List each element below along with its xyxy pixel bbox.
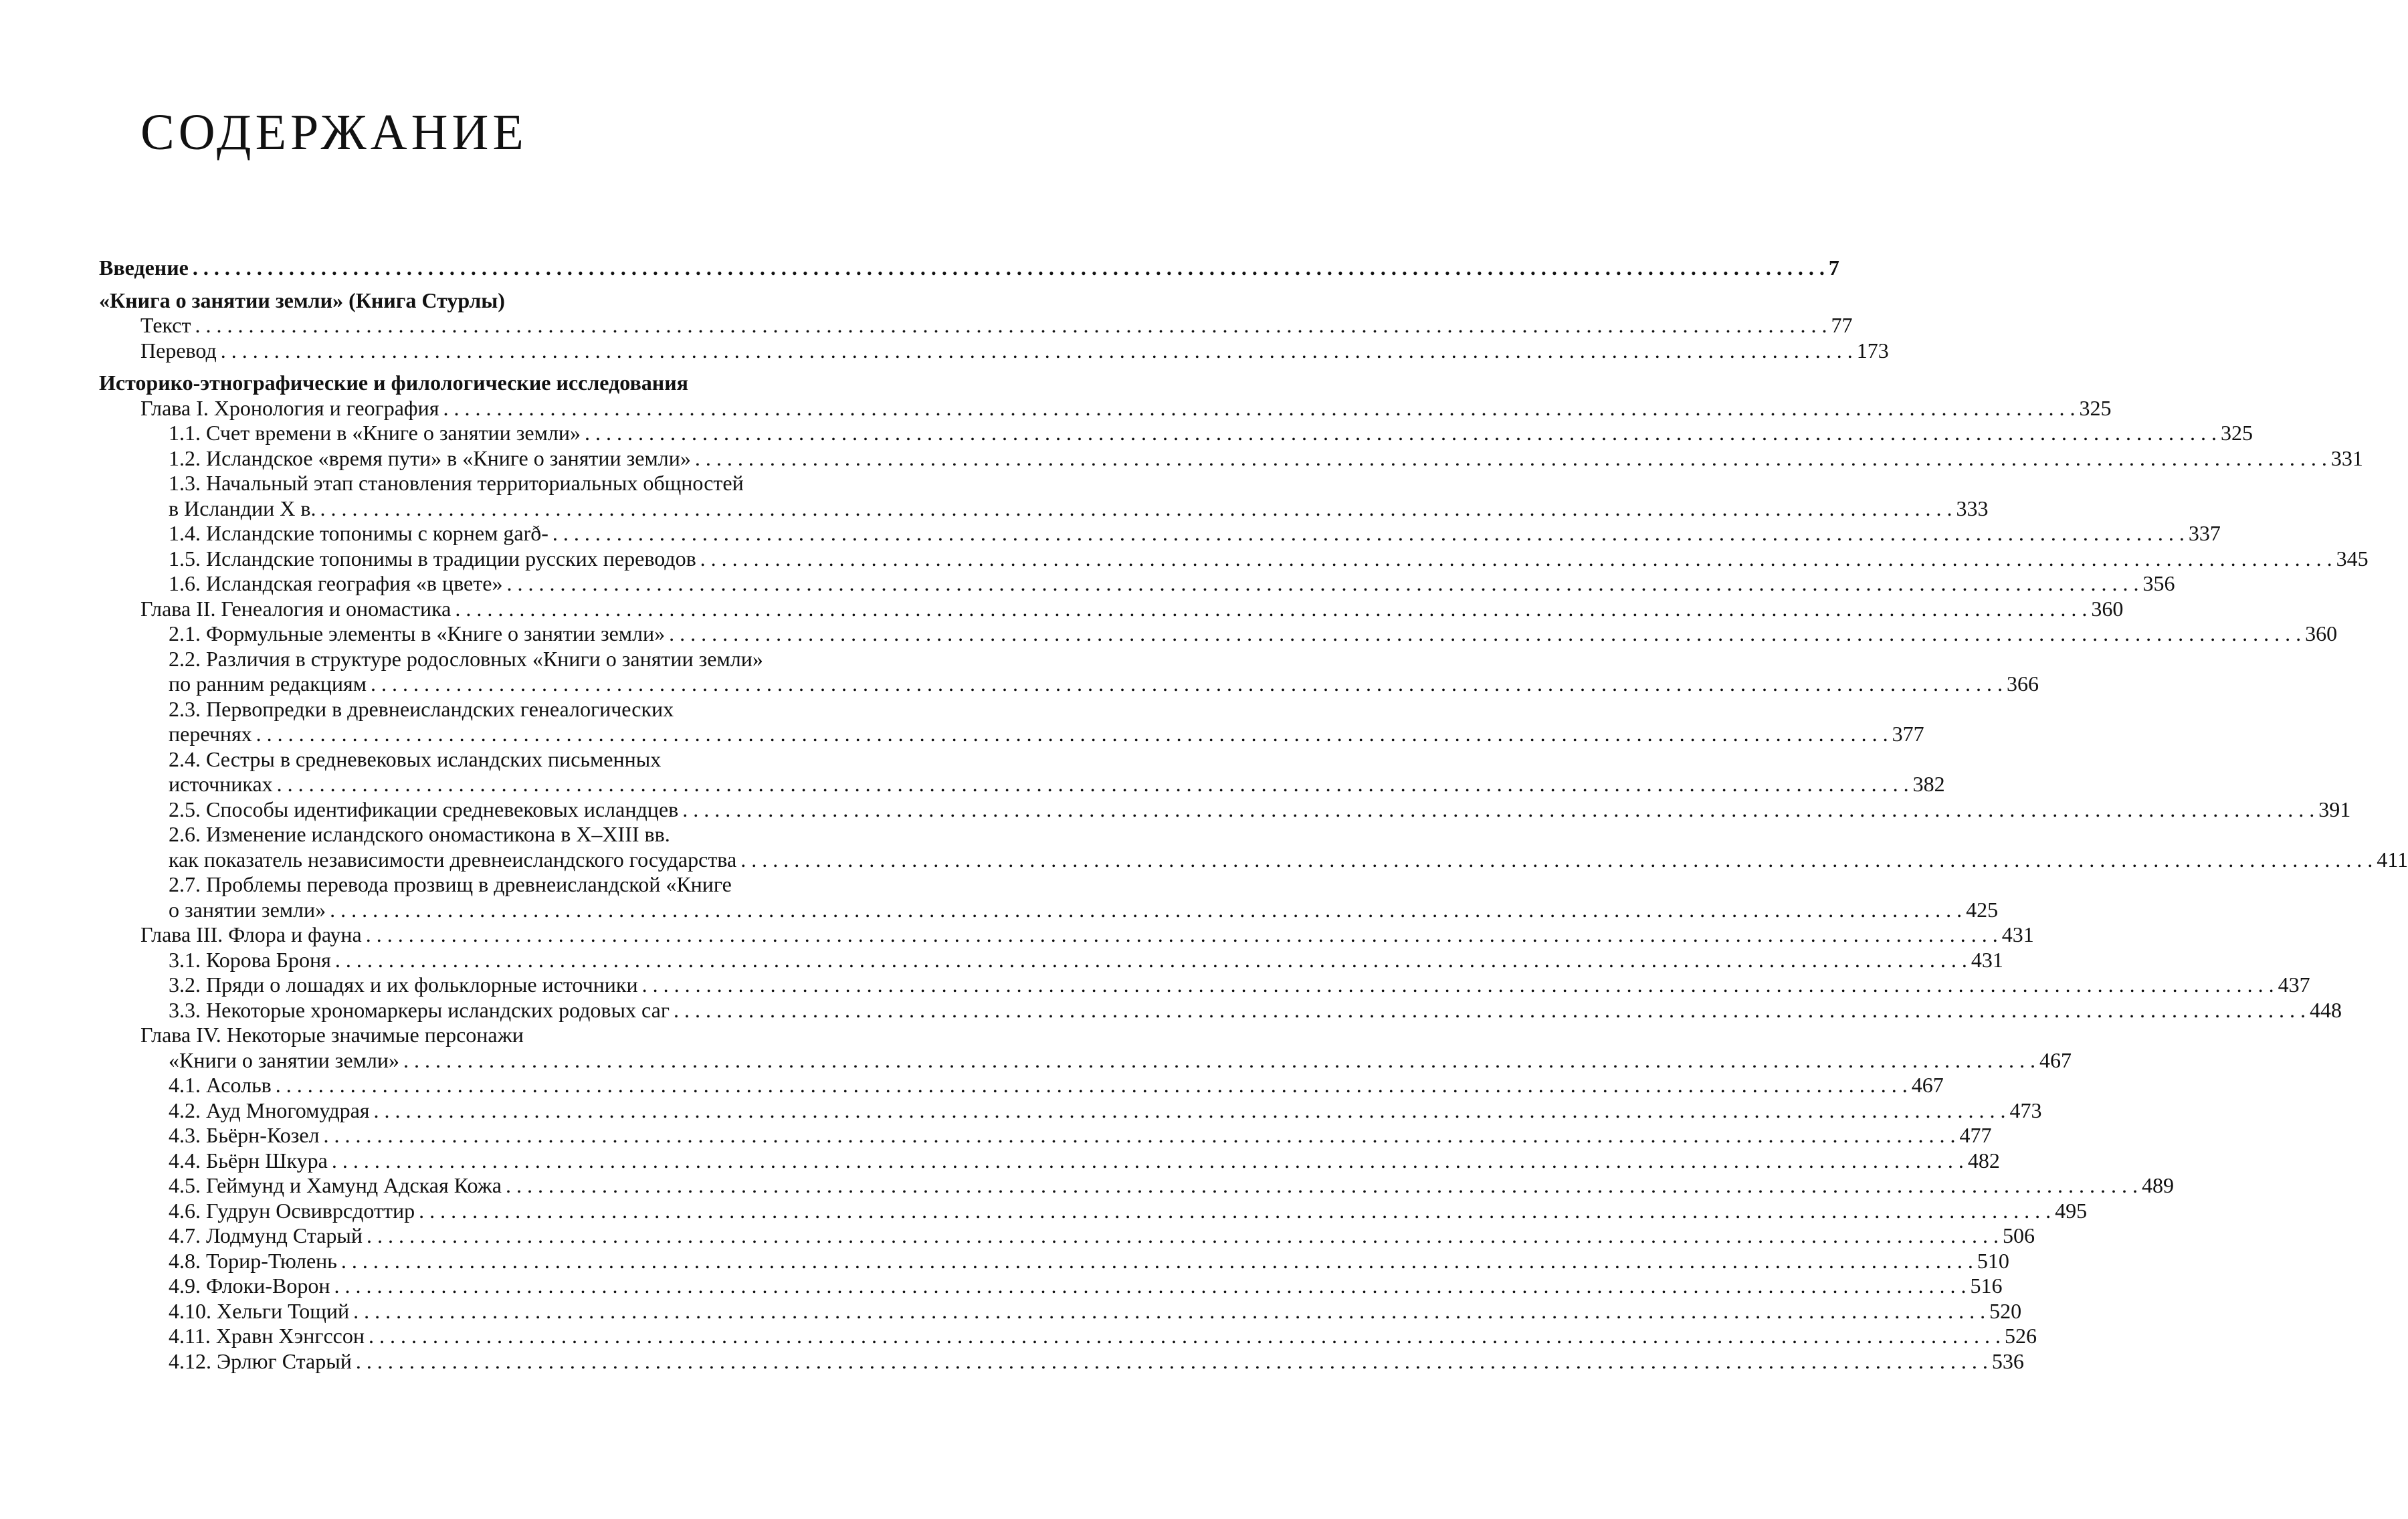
toc-entry-first-line: 2.6. Изменение исландского ономастикона в X–XIII вв. bbox=[169, 822, 670, 846]
toc-entry bbox=[99, 646, 2039, 697]
toc-entry-title: в Исландии X в. bbox=[169, 496, 316, 520]
toc-page-number: 431 bbox=[2001, 922, 2034, 946]
toc-entry bbox=[99, 445, 2363, 472]
toc-entry-title: по ранним редакциям bbox=[169, 672, 367, 696]
toc-entry bbox=[99, 471, 1989, 521]
toc-page-number: 345 bbox=[2336, 546, 2369, 571]
toc-entry-title: как показатель независимости древнеисландского государства bbox=[169, 847, 737, 872]
toc-entry bbox=[99, 1248, 2009, 1274]
toc-entry-title: 3.2. Пряди о лошадях и их фольклорные источники bbox=[169, 973, 638, 997]
toc-entry-title: 4.6. Гудрун Освиврсдоттир bbox=[169, 1198, 415, 1223]
dot-leader bbox=[353, 1299, 1985, 1324]
toc-entry bbox=[99, 546, 2369, 572]
toc-entry-first-line: 2.4. Сестры в средневековых исландских письменных bbox=[169, 746, 662, 771]
toc-entry bbox=[99, 256, 1839, 281]
toc-page-number: 391 bbox=[2318, 797, 2351, 821]
dot-leader bbox=[332, 1148, 1964, 1174]
toc-page-number: 382 bbox=[1912, 772, 1945, 796]
toc-entry-title: 4.2. Ауд Многомудрая bbox=[169, 1098, 370, 1122]
toc-page-number: 482 bbox=[1967, 1148, 2000, 1173]
toc-entry bbox=[99, 338, 1889, 364]
toc-page-number: 437 bbox=[2278, 973, 2310, 997]
dot-leader bbox=[443, 396, 2076, 421]
dot-leader bbox=[553, 521, 2185, 546]
toc-page-number: 360 bbox=[2091, 596, 2124, 621]
toc-entry-title: Введение bbox=[99, 256, 189, 280]
dot-leader bbox=[682, 797, 2314, 823]
toc-entry bbox=[99, 947, 2003, 973]
toc-entry bbox=[99, 797, 2351, 823]
toc-entry-title: Глава II. Генеалогия и ономастика bbox=[140, 596, 452, 621]
toc-entry bbox=[99, 288, 920, 314]
dot-leader bbox=[419, 1199, 2051, 1224]
dot-leader bbox=[334, 1274, 1966, 1299]
toc-entry bbox=[99, 1298, 2022, 1324]
toc-entry-title: 4.9. Флоки-Ворон bbox=[169, 1274, 330, 1298]
toc-page-number: 506 bbox=[2003, 1223, 2035, 1247]
toc-entry-title: 1.2. Исландское «время пути» в «Книге о занятии земли» bbox=[169, 445, 691, 470]
toc-entry bbox=[99, 395, 2112, 421]
dot-leader bbox=[221, 338, 1853, 364]
toc-page-number: 489 bbox=[2141, 1173, 2174, 1197]
toc-entry bbox=[99, 1073, 1944, 1098]
toc-entry-title: 4.12. Эрлюг Старый bbox=[169, 1348, 352, 1373]
toc-entry bbox=[99, 371, 920, 396]
toc-page-number: 7 bbox=[1828, 256, 1839, 280]
toc-page-number: 516 bbox=[1970, 1274, 2003, 1298]
toc-entry-title: 4.4. Бьёрн Шкура bbox=[169, 1148, 328, 1173]
toc-entry bbox=[99, 1123, 1992, 1148]
toc-page-number: 331 bbox=[2330, 445, 2363, 470]
toc-entry-first-line: 1.3. Начальный этап становления территориальных общностей bbox=[169, 471, 744, 495]
toc-page-number: 411 bbox=[2377, 847, 2408, 872]
toc-entry bbox=[99, 872, 1999, 922]
dot-leader bbox=[366, 922, 1998, 948]
toc-entry-title: 2.1. Формульные элементы в «Книге о занятии земли» bbox=[169, 621, 666, 645]
toc-page-number: 431 bbox=[1971, 947, 2003, 972]
toc-entry bbox=[99, 313, 1853, 338]
toc-page-number: 520 bbox=[1989, 1298, 2022, 1323]
dot-leader bbox=[324, 1123, 1956, 1148]
toc-entry bbox=[99, 1148, 2000, 1174]
dot-leader bbox=[371, 672, 2003, 697]
dot-leader bbox=[256, 722, 1888, 747]
toc-entry bbox=[99, 596, 2124, 622]
page-title: СОДЕРЖАНИЕ bbox=[140, 104, 528, 161]
dot-leader bbox=[585, 421, 2217, 446]
dot-leader bbox=[455, 597, 2087, 622]
toc-entry-title: о занятии земли» bbox=[169, 897, 326, 922]
toc-entry-title: 1.5. Исландские топонимы в традиции русских переводов bbox=[169, 546, 696, 571]
dot-leader bbox=[506, 571, 2138, 597]
dot-leader bbox=[669, 621, 2301, 647]
toc-entry bbox=[99, 1098, 2042, 1124]
dot-leader bbox=[330, 898, 1962, 923]
toc-entry-title: 2.5. Способы идентификации средневековых исландцев bbox=[169, 797, 679, 821]
toc-entry-title: Глава III. Флора и фауна bbox=[140, 922, 362, 946]
toc-entry-first-line: Глава IV. Некоторые значимые персонажи bbox=[140, 1023, 524, 1047]
dot-leader bbox=[193, 256, 1825, 281]
toc-entry bbox=[99, 922, 2034, 948]
toc-entry-title: 4.11. Хравн Хэнгссон bbox=[169, 1324, 365, 1348]
dot-leader bbox=[335, 948, 1967, 973]
toc-entry-title: Текст bbox=[140, 313, 191, 337]
toc-entry-title: 1.4. Исландские топонимы с корнем garð- bbox=[169, 521, 548, 545]
dot-leader bbox=[642, 973, 2274, 998]
dot-leader bbox=[195, 313, 1827, 338]
toc-entry-title: Глава I. Хронология и география bbox=[140, 395, 439, 420]
toc-entry-title: 1.6. Исландская география «в цвете» bbox=[169, 571, 503, 595]
dot-leader bbox=[506, 1173, 2138, 1199]
dot-leader bbox=[276, 1073, 1908, 1098]
toc-page-number: 325 bbox=[2079, 395, 2112, 420]
toc-entry bbox=[99, 973, 2310, 998]
toc-page-number: 360 bbox=[2305, 621, 2338, 645]
toc-page-number: 448 bbox=[2309, 997, 2342, 1022]
toc-page-number: 473 bbox=[2009, 1098, 2042, 1122]
toc-page-number: 337 bbox=[2188, 521, 2221, 545]
toc-page-number: 510 bbox=[1977, 1248, 2009, 1273]
toc-entry bbox=[99, 997, 2342, 1023]
toc-page-number: 495 bbox=[2055, 1198, 2088, 1223]
dot-leader bbox=[320, 496, 1952, 522]
toc-entry bbox=[99, 1274, 2003, 1299]
toc-entry-first-line: 2.7. Проблемы перевода прозвищ в древнеисландской «Книге bbox=[169, 872, 732, 896]
dot-leader bbox=[356, 1349, 1988, 1375]
toc-page-number: 467 bbox=[1911, 1073, 1944, 1097]
toc-page-number: 536 bbox=[1991, 1348, 2024, 1373]
toc-entry bbox=[99, 421, 2253, 446]
toc-entry bbox=[99, 822, 2408, 872]
toc-page-number: 425 bbox=[1966, 897, 1999, 922]
toc-entry-title: 4.7. Лодмунд Старый bbox=[169, 1223, 363, 1247]
toc-page-number: 366 bbox=[2006, 672, 2039, 696]
toc-entry-title: источниках bbox=[169, 772, 273, 796]
toc-entry-title: 4.8. Торир-Тюлень bbox=[169, 1248, 337, 1273]
toc-page-number: 333 bbox=[1956, 496, 1989, 520]
toc-entry bbox=[99, 571, 2175, 597]
toc-entry-title: «Книга о занятии земли» (Книга Стурлы) bbox=[99, 288, 505, 312]
toc-entry bbox=[99, 1173, 2174, 1199]
toc-entry bbox=[99, 1324, 2037, 1349]
toc-entry-title: «Книги о занятии земли» bbox=[169, 1047, 399, 1072]
toc-entry-title: перечнях bbox=[169, 722, 252, 746]
toc-entry bbox=[99, 1023, 2072, 1073]
toc-entry-title: 1.1. Счет времени в «Книге о занятии земли» bbox=[169, 421, 581, 445]
dot-leader bbox=[403, 1048, 2035, 1074]
dot-leader bbox=[369, 1324, 2001, 1349]
dot-leader bbox=[277, 772, 1909, 797]
toc-page-number: 325 bbox=[2220, 421, 2253, 445]
toc-entry bbox=[99, 696, 1924, 747]
table-of-contents bbox=[99, 256, 2408, 1374]
toc-page-number: 173 bbox=[1856, 338, 1889, 363]
toc-page-number: 356 bbox=[2142, 571, 2175, 595]
toc-page-number: 526 bbox=[2004, 1324, 2037, 1348]
toc-page-number: 477 bbox=[1959, 1123, 1992, 1147]
toc-page-number: 77 bbox=[1831, 313, 1853, 337]
dot-leader bbox=[374, 1098, 2006, 1124]
dot-leader bbox=[674, 998, 2306, 1023]
toc-entry-title: Историко-этнографические и филологические исследования bbox=[99, 371, 688, 395]
toc-entry-title: Перевод bbox=[140, 338, 217, 363]
toc-entry bbox=[99, 1348, 2024, 1375]
dot-leader bbox=[695, 446, 2327, 472]
toc-entry bbox=[99, 1198, 2088, 1224]
dot-leader bbox=[740, 847, 2373, 873]
toc-entry-title: 4.10. Хельги Тощий bbox=[169, 1298, 350, 1323]
toc-entry-first-line: 2.2. Различия в структуре родословных «Книги о занятии земли» bbox=[169, 646, 763, 671]
toc-page-number: 377 bbox=[1892, 722, 1924, 746]
toc-page-number: 467 bbox=[2039, 1047, 2072, 1072]
toc-entry bbox=[99, 1223, 2035, 1249]
toc-entry bbox=[99, 746, 1945, 797]
dot-leader bbox=[367, 1223, 1999, 1249]
toc-entry-first-line: 2.3. Первопредки в древнеисландских генеалогических bbox=[169, 696, 674, 721]
dot-leader bbox=[341, 1249, 1973, 1274]
dot-leader bbox=[700, 546, 2332, 572]
toc-entry bbox=[99, 621, 2338, 647]
toc-entry-title: 3.3. Некоторые хрономаркеры исландских родовых саг bbox=[169, 997, 670, 1022]
toc-entry-title: 4.3. Бьёрн-Козел bbox=[169, 1123, 320, 1147]
toc-entry-title: 4.5. Геймунд и Хамунд Адская Кожа bbox=[169, 1173, 502, 1197]
toc-entry-title: 4.1. Асольв bbox=[169, 1073, 272, 1097]
toc-entry bbox=[99, 521, 2221, 546]
toc-entry-title: 3.1. Корова Броня bbox=[169, 947, 331, 972]
